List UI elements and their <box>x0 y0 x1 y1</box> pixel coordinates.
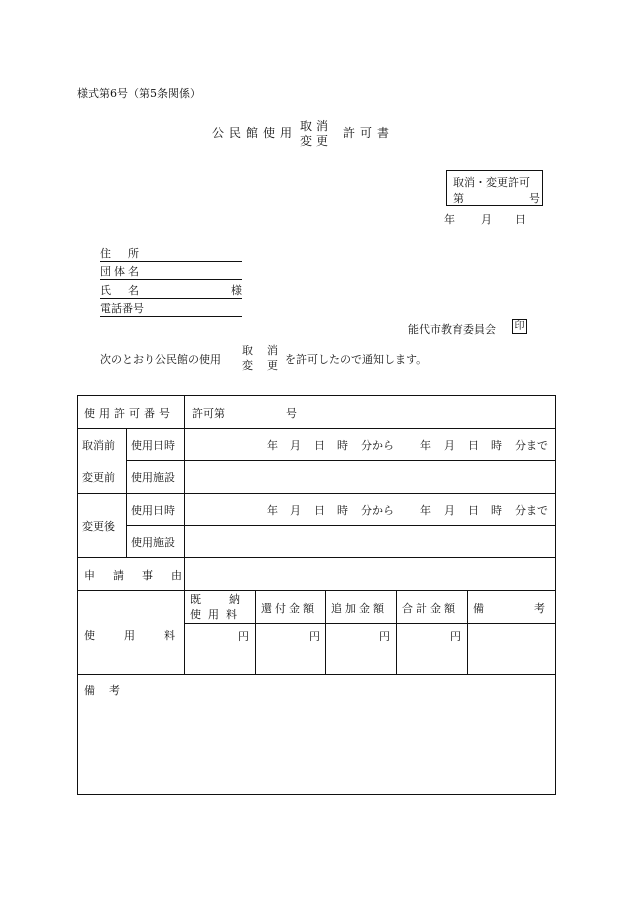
title-suffix: 許可書 <box>343 126 395 140</box>
before-dt-to-minute: 分まで <box>515 439 548 452</box>
fee-col-total: 合計金額 <box>402 602 458 615</box>
phone-label: 電話番号 <box>100 302 144 315</box>
after-dt-to-month: 月 <box>444 504 455 517</box>
reason-label: 申請事由 <box>84 569 200 582</box>
before-dt-to-hour: 時 <box>491 439 502 452</box>
fee-col-paid-bottom: 使用料 <box>190 608 244 621</box>
group-name-field <box>100 265 242 280</box>
title-option-change: 変更 <box>300 134 333 148</box>
before-change-label: 変更前 <box>82 471 115 484</box>
name-field <box>100 284 242 299</box>
before-dt-from-month: 月 <box>290 439 301 452</box>
permit-box-dai: 第 <box>453 192 464 205</box>
fee-col-refund: 還付金額 <box>261 602 317 615</box>
permit-table <box>77 395 595 795</box>
fee-col-paid-top: 既納 <box>190 593 268 606</box>
after-dt-to-year: 年 <box>420 504 431 517</box>
permit-box-go: 号 <box>529 192 540 205</box>
permit-number-label: 使用許可番号 <box>84 407 174 420</box>
after-facility-label: 使用施設 <box>131 536 175 549</box>
fee-label: 使用料 <box>84 629 204 642</box>
address-field <box>100 247 242 262</box>
title-prefix: 公民館使用 <box>212 126 298 140</box>
after-dt-to-day: 日 <box>468 504 479 517</box>
remarks-label: 備考 <box>84 684 134 697</box>
permit-box-title: 取消・変更許可 <box>453 176 530 189</box>
name-suffix: 様 <box>231 284 242 297</box>
permit-number-suffix: 号 <box>286 407 297 420</box>
group-name-label: 団体名 <box>100 265 142 278</box>
after-dt-from-month: 月 <box>290 504 301 517</box>
notice-prefix: 次のとおり公民館の使用 <box>100 353 221 366</box>
phone-field <box>100 302 242 317</box>
before-dt-to-year: 年 <box>420 439 431 452</box>
date-month: 月 <box>481 213 492 226</box>
fee-refund-yen: 円 <box>309 630 320 643</box>
fee-paid-yen: 円 <box>238 630 249 643</box>
seal-mark: 印 <box>512 319 527 334</box>
fee-col-remarks: 備考 <box>473 602 595 615</box>
before-dt-from-year: 年 <box>267 439 278 452</box>
after-dt-to-hour: 時 <box>491 504 502 517</box>
name-label: 氏 名 <box>100 284 142 297</box>
before-dt-from-hour: 時 <box>337 439 348 452</box>
before-dt-from-day: 日 <box>314 439 325 452</box>
issuer-name: 能代市教育委員会 <box>408 323 496 336</box>
after-dt-from-year: 年 <box>267 504 278 517</box>
address-label: 住 所 <box>100 247 142 260</box>
after-dt-from-hour: 時 <box>337 504 348 517</box>
before-datetime-label: 使用日時 <box>131 439 175 452</box>
after-dt-to-minute: 分まで <box>515 504 548 517</box>
fee-additional-yen: 円 <box>379 630 390 643</box>
form-number-label: 様式第6号（第5条関係） <box>77 87 201 100</box>
fee-total-yen: 円 <box>450 630 461 643</box>
fee-col-paid <box>190 592 268 622</box>
title-option-cancel: 取消 <box>300 119 333 133</box>
before-facility-label: 使用施設 <box>131 471 175 484</box>
fee-col-additional: 追加金額 <box>331 602 387 615</box>
title-option-stack <box>300 119 332 149</box>
notice-suffix: を許可したので通知します。 <box>285 353 428 366</box>
date-year: 年 <box>444 213 455 226</box>
after-change-label: 変更後 <box>82 520 115 533</box>
before-cancel-label: 取消前 <box>82 439 115 452</box>
after-dt-from-day: 日 <box>314 504 325 517</box>
notice-option-cancel: 取消 <box>242 344 292 357</box>
permit-number-prefix: 許可第 <box>192 407 225 420</box>
notice-option-change: 変更 <box>242 359 292 372</box>
before-dt-from-minute: 分から <box>361 439 394 452</box>
after-dt-from-minute: 分から <box>361 504 394 517</box>
before-dt-to-month: 月 <box>444 439 455 452</box>
after-datetime-label: 使用日時 <box>131 504 175 517</box>
date-day: 日 <box>515 213 526 226</box>
before-dt-to-day: 日 <box>468 439 479 452</box>
permit-number-box <box>446 170 543 206</box>
